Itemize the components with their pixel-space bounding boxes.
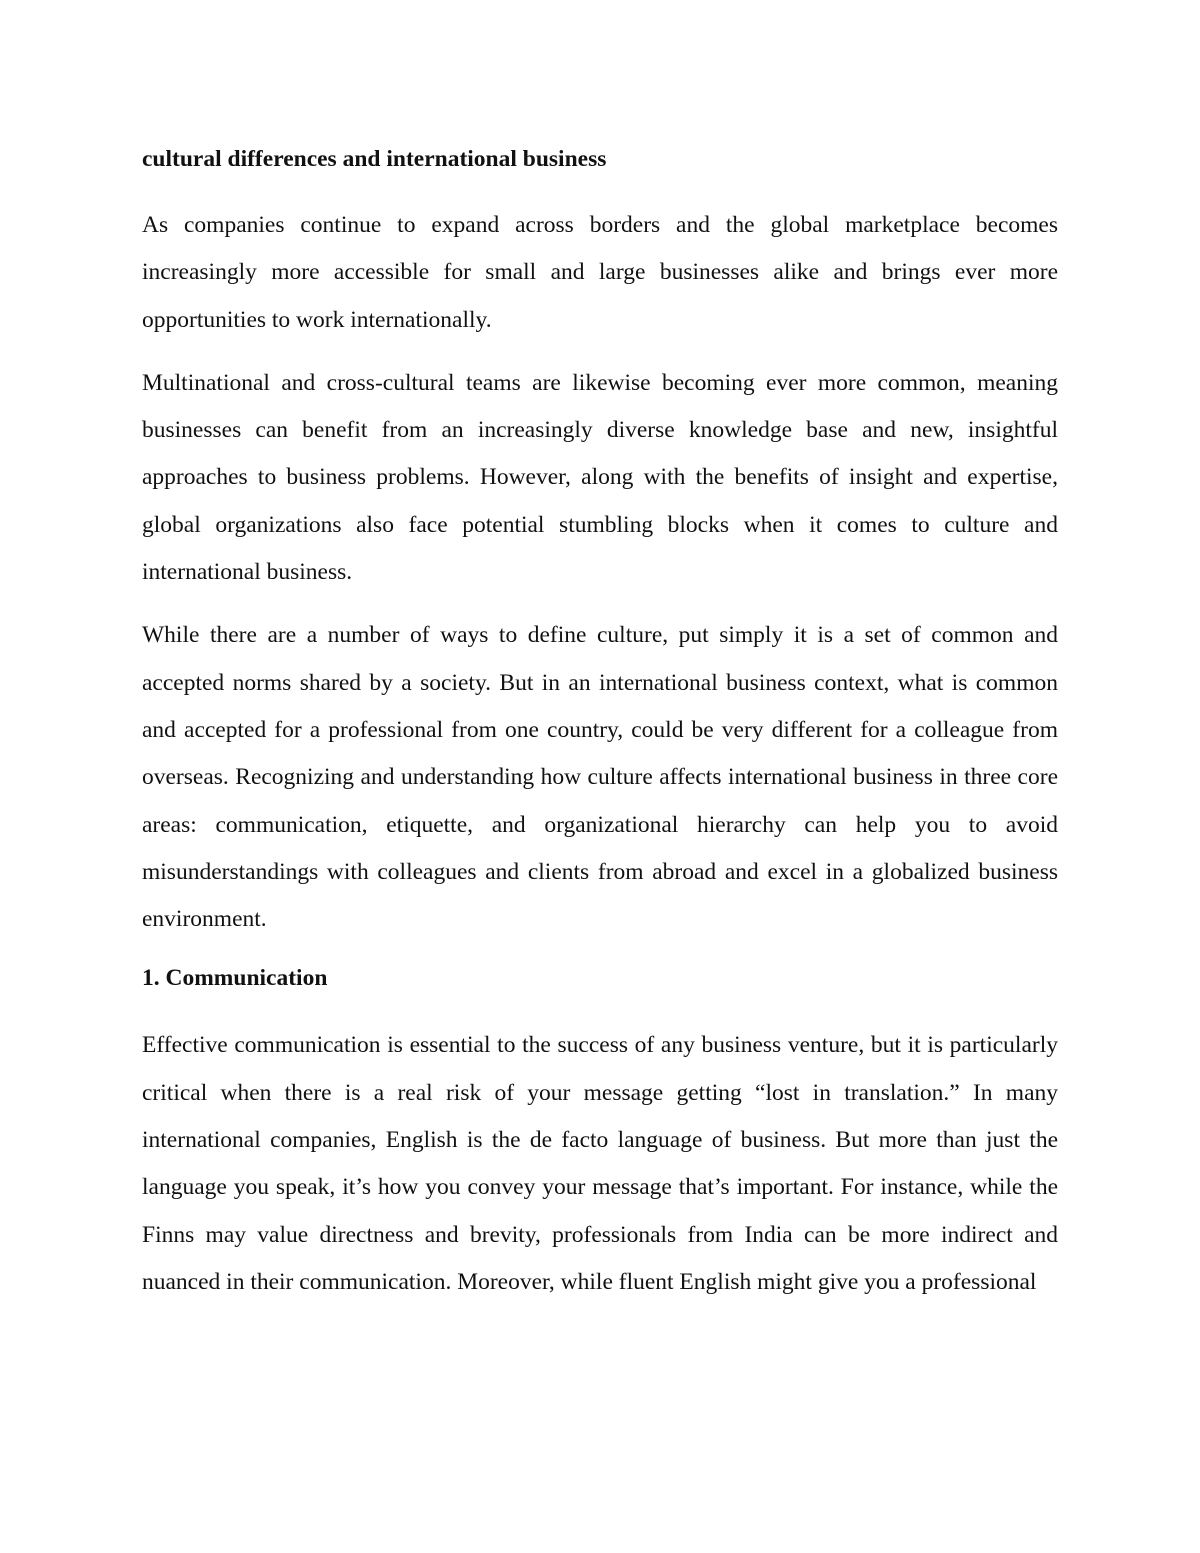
document-title: cultural differences and international business [142,146,607,172]
paragraph-communication: Effective communication is essential to the success of any business venture, but it is particularly critical when there is a real risk of your message getting “lost in translation.” In many international companies, English is the de facto language of business. But more than just the language you speak, it’s how you convey your message that’s important. For instance, while the Finns may value directness and brevity, professionals from India can be more indirect and nuanced in their communication. Moreover, while fluent English might give you a professional [142,1032,1058,1295]
paragraph-intro-3: While there are a number of ways to define culture, put simply it is a set of common and accepted norms shared by a society. But in an international business context, what is common and accepted for a professional from one country, could be very different for a colleague from overseas. Recognizing and understanding how culture affects international business in three core areas: communication, etiquette, and organizational hierarchy can help you to avoid misunderstandings with colleagues and clients from abroad and excel in a globalized business environment. [142,622,1058,933]
paragraph-intro-1: As companies continue to expand across borders and the global marketplace becomes increasingly more accessible for small and large businesses alike and brings ever more opportunities to work internationally. [142,212,1058,333]
document-body [142,140,1058,1306]
paragraph-intro-2: Multinational and cross-cultural teams are likewise becoming ever more common, meaning businesses can benefit from an increasingly diverse knowledge base and new, insightful approaches to business problems. However, along with the benefits of insight and expertise, global organizations also face potential stumbling blocks when it comes to culture and international business. [142,369,1058,586]
section-heading-communication: 1. Communication [142,965,328,992]
